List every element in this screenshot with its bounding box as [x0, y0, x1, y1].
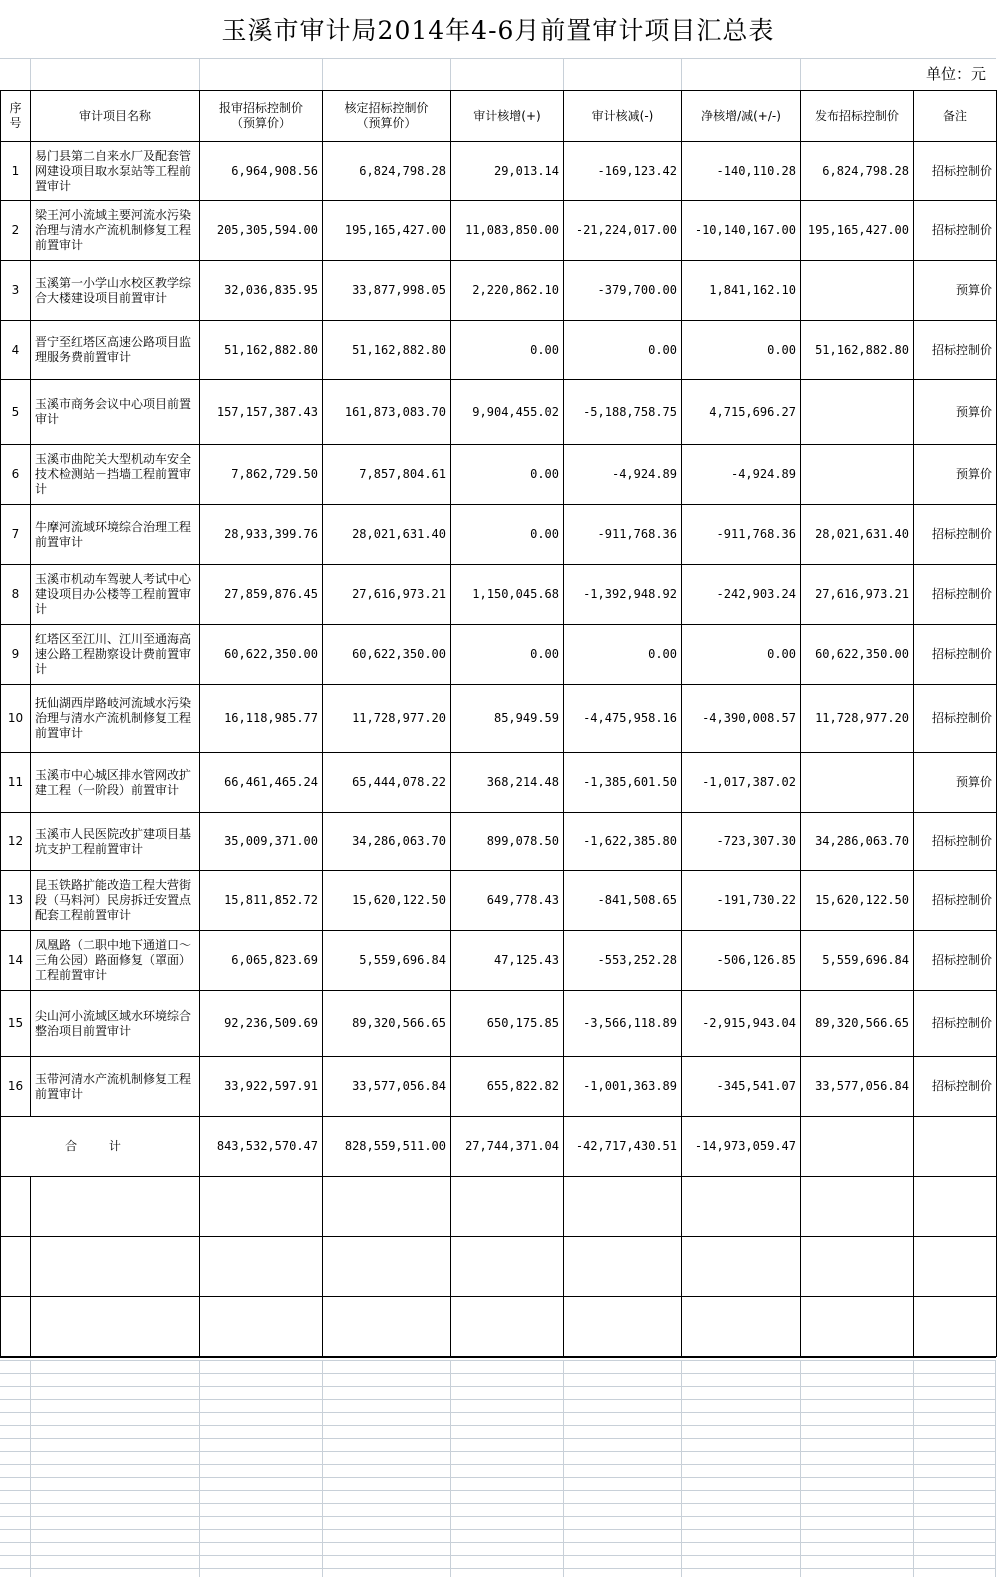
net-change-cell[interactable]: 1,841,162.10 — [682, 261, 801, 321]
empty-cell[interactable] — [564, 1297, 682, 1357]
unit-row-divider — [30, 58, 31, 90]
audit-decrease-cell[interactable]: 0.00 — [564, 321, 682, 380]
table-row — [1, 201, 997, 261]
approved-price-cell[interactable]: 11,728,977.20 — [323, 685, 451, 753]
header-row — [1, 91, 997, 142]
empty-cell[interactable] — [451, 1297, 564, 1357]
audit-decrease-cell[interactable]: -21,224,017.00 — [564, 201, 682, 261]
row-index-cell[interactable]: 6 — [1, 445, 31, 505]
net-change-cell[interactable]: -1,017,387.02 — [682, 753, 801, 813]
remark-cell[interactable]: 招标控制价 — [914, 201, 997, 261]
published-price-cell[interactable]: 27,616,973.21 — [801, 565, 914, 625]
approved-price-cell[interactable]: 60,622,350.00 — [323, 625, 451, 685]
net-change-cell[interactable]: -4,924.89 — [682, 445, 801, 505]
empty-row — [1, 1237, 997, 1297]
row-index-cell[interactable]: 15 — [1, 991, 31, 1057]
empty-cell[interactable] — [801, 1177, 914, 1237]
empty-cell[interactable] — [323, 1297, 451, 1357]
published-price-cell[interactable]: 89,320,566.65 — [801, 991, 914, 1057]
table-row — [1, 931, 997, 991]
audit-decrease-cell[interactable]: -4,924.89 — [564, 445, 682, 505]
total-note-cell[interactable] — [914, 1117, 997, 1177]
remark-cell[interactable]: 招标控制价 — [914, 1057, 997, 1117]
table-row — [1, 445, 997, 505]
net-change-cell[interactable]: -2,915,943.04 — [682, 991, 801, 1057]
published-price-cell[interactable]: 195,165,427.00 — [801, 201, 914, 261]
header-net[interactable]: 净核增/减(+/-) — [682, 91, 801, 142]
empty-cell[interactable] — [1, 1237, 31, 1297]
row-index-cell[interactable]: 5 — [1, 380, 31, 445]
row-index-cell[interactable]: 16 — [1, 1057, 31, 1117]
audit-increase-cell[interactable]: 47,125.43 — [451, 931, 564, 991]
sheet-column-line — [681, 1360, 682, 1577]
approved-price-cell[interactable]: 33,877,998.05 — [323, 261, 451, 321]
audit-increase-cell[interactable]: 85,949.59 — [451, 685, 564, 753]
audit-decrease-cell[interactable]: -1,001,363.89 — [564, 1057, 682, 1117]
approved-price-cell[interactable]: 34,286,063.70 — [323, 813, 451, 871]
net-change-cell[interactable]: -140,110.28 — [682, 142, 801, 201]
approved-price-cell[interactable]: 7,857,804.61 — [323, 445, 451, 505]
project-name-cell[interactable]: 玉溪市商务会议中心项目前置审计 — [31, 380, 200, 445]
submitted-price-cell[interactable]: 92,236,509.69 — [200, 991, 323, 1057]
published-price-cell[interactable]: 5,559,696.84 — [801, 931, 914, 991]
unit-row-divider — [800, 58, 801, 90]
submitted-price-cell[interactable]: 35,009,371.00 — [200, 813, 323, 871]
audit-increase-cell[interactable]: 650,175.85 — [451, 991, 564, 1057]
audit-increase-cell[interactable]: 649,778.43 — [451, 871, 564, 931]
published-price-cell[interactable] — [801, 753, 914, 813]
sheet-column-line — [199, 1360, 200, 1577]
empty-cell[interactable] — [451, 1177, 564, 1237]
table-row — [1, 142, 997, 201]
empty-cell[interactable] — [682, 1177, 801, 1237]
net-change-cell[interactable]: 4,715,696.27 — [682, 380, 801, 445]
audit-increase-cell[interactable]: 29,013.14 — [451, 142, 564, 201]
empty-row — [1, 1297, 997, 1357]
sheet-column-line — [563, 1360, 564, 1577]
row-index-cell[interactable]: 14 — [1, 931, 31, 991]
submitted-price-cell[interactable]: 66,461,465.24 — [200, 753, 323, 813]
empty-cell[interactable] — [1, 1177, 31, 1237]
net-change-cell[interactable]: -345,541.07 — [682, 1057, 801, 1117]
remark-cell[interactable]: 招标控制价 — [914, 625, 997, 685]
submitted-price-cell[interactable]: 33,922,597.91 — [200, 1057, 323, 1117]
remark-cell[interactable]: 预算价 — [914, 445, 997, 505]
table-row — [1, 753, 997, 813]
empty-cell[interactable] — [801, 1297, 914, 1357]
row-index-cell[interactable]: 4 — [1, 321, 31, 380]
remark-cell[interactable]: 预算价 — [914, 753, 997, 813]
row-index-cell[interactable]: 10 — [1, 685, 31, 753]
published-price-cell[interactable]: 11,728,977.20 — [801, 685, 914, 753]
project-name-cell[interactable]: 玉溪市中心城区排水管网改扩建工程（一阶段）前置审计 — [31, 753, 200, 813]
total-submitted-cell[interactable]: 843,532,570.47 — [200, 1117, 323, 1177]
net-change-cell[interactable]: -911,768.36 — [682, 505, 801, 565]
audit-increase-cell[interactable]: 655,822.82 — [451, 1057, 564, 1117]
audit-decrease-cell[interactable]: -1,385,601.50 — [564, 753, 682, 813]
audit-increase-cell[interactable]: 368,214.48 — [451, 753, 564, 813]
table-row — [1, 261, 997, 321]
remark-cell[interactable]: 招标控制价 — [914, 931, 997, 991]
unit-row-divider — [563, 58, 564, 90]
header-submitted[interactable] — [200, 91, 323, 142]
sheet-title[interactable]: 玉溪市审计局2014年4-6月前置审计项目汇总表 — [0, 0, 996, 59]
approved-price-cell[interactable]: 5,559,696.84 — [323, 931, 451, 991]
empty-cell[interactable] — [801, 1237, 914, 1297]
row-index-cell[interactable]: 1 — [1, 142, 31, 201]
project-name-cell[interactable]: 玉溪市机动车驾驶人考试中心建设项目办公楼等工程前置审计 — [31, 565, 200, 625]
remark-cell[interactable]: 预算价 — [914, 261, 997, 321]
audit-decrease-cell[interactable]: -553,252.28 — [564, 931, 682, 991]
remark-cell[interactable]: 预算价 — [914, 380, 997, 445]
published-price-cell[interactable] — [801, 261, 914, 321]
approved-price-cell[interactable]: 6,824,798.28 — [323, 142, 451, 201]
unit-row — [0, 58, 996, 90]
sheet-column-line — [800, 1360, 801, 1577]
project-name-cell[interactable]: 抚仙湖西岸路岐河流域水污染治理与清水产流机制修复工程前置审计 — [31, 685, 200, 753]
header-approved[interactable] — [323, 91, 451, 142]
project-name-cell[interactable]: 牛摩河流域环境综合治理工程前置审计 — [31, 505, 200, 565]
row-index-cell[interactable]: 3 — [1, 261, 31, 321]
approved-price-cell[interactable]: 89,320,566.65 — [323, 991, 451, 1057]
submitted-price-cell[interactable]: 205,305,594.00 — [200, 201, 323, 261]
empty-cell[interactable] — [200, 1237, 323, 1297]
sheet-column-line — [995, 1360, 996, 1577]
audit-decrease-cell[interactable]: -169,123.42 — [564, 142, 682, 201]
audit-increase-cell[interactable]: 2,220,862.10 — [451, 261, 564, 321]
published-price-cell[interactable]: 28,021,631.40 — [801, 505, 914, 565]
unit-row-divider — [681, 58, 682, 90]
project-name-cell[interactable]: 红塔区至江川、江川至通海高速公路工程勘察设计费前置审计 — [31, 625, 200, 685]
submitted-price-cell[interactable]: 157,157,387.43 — [200, 380, 323, 445]
unit-row-divider — [199, 58, 200, 90]
header-approved-line1: 核定招标控制价 — [344, 101, 429, 115]
empty-cell[interactable] — [451, 1237, 564, 1297]
submitted-price-cell[interactable]: 32,036,835.95 — [200, 261, 323, 321]
table-row — [1, 380, 997, 445]
audit-increase-cell[interactable]: 11,083,850.00 — [451, 201, 564, 261]
empty-cell[interactable] — [200, 1177, 323, 1237]
remark-cell[interactable]: 招标控制价 — [914, 991, 997, 1057]
submitted-price-cell[interactable]: 16,118,985.77 — [200, 685, 323, 753]
header-published[interactable]: 发布招标控制价 — [801, 91, 914, 142]
table-row — [1, 871, 997, 931]
empty-cell[interactable] — [682, 1297, 801, 1357]
header-submitted-line2: （预算价） — [230, 116, 291, 130]
header-note[interactable]: 备注 — [914, 91, 997, 142]
sheet-column-line — [30, 1360, 31, 1577]
empty-cell[interactable] — [914, 1297, 997, 1357]
remark-cell[interactable]: 招标控制价 — [914, 321, 997, 380]
approved-price-cell[interactable]: 161,873,083.70 — [323, 380, 451, 445]
project-name-cell[interactable]: 尖山河小流域区域水环境综合整治项目前置审计 — [31, 991, 200, 1057]
project-name-cell[interactable]: 晋宁至红塔区高速公路项目监理服务费前置审计 — [31, 321, 200, 380]
sheet-background-grid — [0, 1360, 996, 1577]
audit-increase-cell[interactable]: 9,904,455.02 — [451, 380, 564, 445]
remark-cell[interactable]: 招标控制价 — [914, 142, 997, 201]
remark-cell[interactable]: 招标控制价 — [914, 565, 997, 625]
empty-cell[interactable] — [31, 1297, 200, 1357]
table-body — [1, 142, 997, 1357]
audit-summary-table — [0, 90, 997, 1357]
published-price-cell[interactable]: 6,824,798.28 — [801, 142, 914, 201]
submitted-price-cell[interactable]: 28,933,399.76 — [200, 505, 323, 565]
empty-cell[interactable] — [914, 1237, 997, 1297]
table-row — [1, 813, 997, 871]
submitted-price-cell[interactable]: 6,964,908.56 — [200, 142, 323, 201]
project-name-cell[interactable]: 玉溪市人民医院改扩建项目基坑支护工程前置审计 — [31, 813, 200, 871]
project-name-cell[interactable]: 昆玉铁路扩能改造工程大营街段（马料河）民房拆迁安置点配套工程前置审计 — [31, 871, 200, 931]
submitted-price-cell[interactable]: 6,065,823.69 — [200, 931, 323, 991]
header-approved-line2: （预算价） — [356, 116, 417, 130]
submitted-price-cell[interactable]: 15,811,852.72 — [200, 871, 323, 931]
header-idx[interactable]: 序号 — [1, 91, 31, 142]
remark-cell[interactable]: 招标控制价 — [914, 685, 997, 753]
audit-decrease-cell[interactable]: -379,700.00 — [564, 261, 682, 321]
row-index-cell[interactable]: 13 — [1, 871, 31, 931]
table-row — [1, 565, 997, 625]
header-decrease[interactable]: 审计核减(-) — [564, 91, 682, 142]
remark-cell[interactable]: 招标控制价 — [914, 871, 997, 931]
published-price-cell[interactable] — [801, 445, 914, 505]
approved-price-cell[interactable]: 33,577,056.84 — [323, 1057, 451, 1117]
empty-cell[interactable] — [31, 1237, 200, 1297]
net-change-cell[interactable]: -506,126.85 — [682, 931, 801, 991]
approved-price-cell[interactable]: 65,444,078.22 — [323, 753, 451, 813]
row-index-cell[interactable]: 12 — [1, 813, 31, 871]
total-row — [1, 1117, 997, 1177]
sheet-column-line — [913, 1360, 914, 1577]
table-row — [1, 685, 997, 753]
row-index-cell[interactable]: 11 — [1, 753, 31, 813]
audit-decrease-cell[interactable]: -911,768.36 — [564, 505, 682, 565]
empty-cell[interactable] — [31, 1177, 200, 1237]
total-published-cell[interactable] — [801, 1117, 914, 1177]
approved-price-cell[interactable]: 28,021,631.40 — [323, 505, 451, 565]
net-change-cell[interactable]: 0.00 — [682, 321, 801, 380]
unit-row-divider — [450, 58, 451, 90]
audit-increase-cell[interactable]: 0.00 — [451, 505, 564, 565]
table-row — [1, 321, 997, 380]
unit-label[interactable]: 单位：元 — [925, 65, 986, 83]
empty-cell[interactable] — [914, 1177, 997, 1237]
published-price-cell[interactable]: 33,577,056.84 — [801, 1057, 914, 1117]
audit-decrease-cell[interactable]: -5,188,758.75 — [564, 380, 682, 445]
audit-decrease-cell[interactable]: -1,622,385.80 — [564, 813, 682, 871]
audit-increase-cell[interactable]: 0.00 — [451, 625, 564, 685]
published-price-cell[interactable] — [801, 380, 914, 445]
empty-cell[interactable] — [682, 1237, 801, 1297]
empty-cell[interactable] — [564, 1237, 682, 1297]
sheet-column-line — [322, 1360, 323, 1577]
project-name-cell[interactable]: 梁王河小流域主要河流水污染治理与清水产流机制修复工程前置审计 — [31, 201, 200, 261]
project-name-cell[interactable]: 玉带河清水产流机制修复工程前置审计 — [31, 1057, 200, 1117]
empty-cell[interactable] — [323, 1237, 451, 1297]
remark-cell[interactable]: 招标控制价 — [914, 505, 997, 565]
audit-increase-cell[interactable]: 0.00 — [451, 321, 564, 380]
published-price-cell[interactable]: 15,620,122.50 — [801, 871, 914, 931]
approved-price-cell[interactable]: 195,165,427.00 — [323, 201, 451, 261]
submitted-price-cell[interactable]: 60,622,350.00 — [200, 625, 323, 685]
empty-cell[interactable] — [323, 1177, 451, 1237]
submitted-price-cell[interactable]: 51,162,882.80 — [200, 321, 323, 380]
project-name-cell[interactable]: 易门县第二自来水厂及配套管网建设项目取水泵站等工程前置审计 — [31, 142, 200, 201]
table-row — [1, 991, 997, 1057]
project-name-cell[interactable]: 玉溪第一小学山水校区教学综合大楼建设项目前置审计 — [31, 261, 200, 321]
audit-decrease-cell[interactable]: -841,508.65 — [564, 871, 682, 931]
empty-cell[interactable] — [1, 1297, 31, 1357]
remark-cell[interactable]: 招标控制价 — [914, 813, 997, 871]
published-price-cell[interactable]: 51,162,882.80 — [801, 321, 914, 380]
audit-increase-cell[interactable]: 899,078.50 — [451, 813, 564, 871]
row-index-cell[interactable]: 8 — [1, 565, 31, 625]
table-row — [1, 1057, 997, 1117]
sheet-column-line — [450, 1360, 451, 1577]
total-net-cell[interactable]: -14,973,059.47 — [682, 1117, 801, 1177]
audit-decrease-cell[interactable]: -3,566,118.89 — [564, 991, 682, 1057]
empty-cell[interactable] — [200, 1297, 323, 1357]
total-increase-cell[interactable]: 27,744,371.04 — [451, 1117, 564, 1177]
approved-price-cell[interactable]: 27,616,973.21 — [323, 565, 451, 625]
header-name[interactable]: 审计项目名称 — [31, 91, 200, 142]
empty-row — [1, 1177, 997, 1237]
net-change-cell[interactable]: -242,903.24 — [682, 565, 801, 625]
unit-row-divider — [322, 58, 323, 90]
project-name-cell[interactable]: 凤凰路（二职中地下通道口～三角公园）路面修复（罩面）工程前置审计 — [31, 931, 200, 991]
row-index-cell[interactable]: 7 — [1, 505, 31, 565]
empty-cell[interactable] — [564, 1177, 682, 1237]
table-row — [1, 625, 997, 685]
net-change-cell[interactable]: -723,307.30 — [682, 813, 801, 871]
audit-decrease-cell[interactable]: -1,392,948.92 — [564, 565, 682, 625]
audit-increase-cell[interactable]: 0.00 — [451, 445, 564, 505]
published-price-cell[interactable]: 34,286,063.70 — [801, 813, 914, 871]
submitted-price-cell[interactable]: 27,859,876.45 — [200, 565, 323, 625]
table-row — [1, 505, 997, 565]
project-name-cell[interactable]: 玉溪市曲陀关大型机动车安全技术检测站－挡墙工程前置审计 — [31, 445, 200, 505]
submitted-price-cell[interactable]: 7,862,729.50 — [200, 445, 323, 505]
row-index-cell[interactable]: 2 — [1, 201, 31, 261]
published-price-cell[interactable]: 60,622,350.00 — [801, 625, 914, 685]
approved-price-cell[interactable]: 51,162,882.80 — [323, 321, 451, 380]
row-index-cell[interactable]: 9 — [1, 625, 31, 685]
total-decrease-cell[interactable]: -42,717,430.51 — [564, 1117, 682, 1177]
header-increase[interactable]: 审计核增(+) — [451, 91, 564, 142]
net-change-cell[interactable]: -191,730.22 — [682, 871, 801, 931]
total-approved-cell[interactable]: 828,559,511.00 — [323, 1117, 451, 1177]
approved-price-cell[interactable]: 15,620,122.50 — [323, 871, 451, 931]
total-label-cell[interactable]: 合 计 — [1, 1117, 200, 1177]
audit-increase-cell[interactable]: 1,150,045.68 — [451, 565, 564, 625]
net-change-cell[interactable]: -10,140,167.00 — [682, 201, 801, 261]
net-change-cell[interactable]: -4,390,008.57 — [682, 685, 801, 753]
net-change-cell[interactable]: 0.00 — [682, 625, 801, 685]
audit-decrease-cell[interactable]: 0.00 — [564, 625, 682, 685]
audit-decrease-cell[interactable]: -4,475,958.16 — [564, 685, 682, 753]
header-submitted-line1: 报审招标控制价 — [218, 101, 303, 115]
